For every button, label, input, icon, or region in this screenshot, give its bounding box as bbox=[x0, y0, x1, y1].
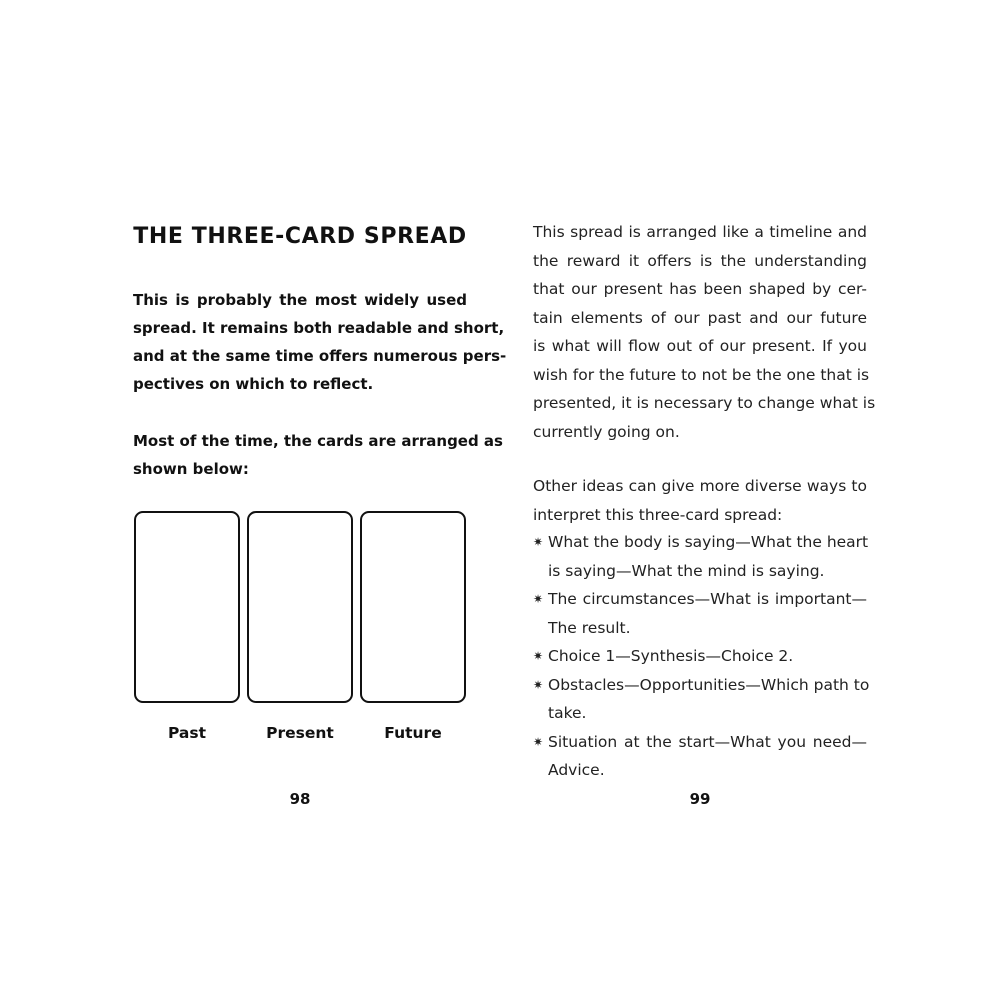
star-bullet-icon: ✷ bbox=[533, 677, 544, 692]
paragraph-line: that our present has been shaped by cer- bbox=[533, 280, 867, 298]
card-layout-diagram bbox=[134, 511, 466, 703]
intro-line: spread. It remains both readable and short, bbox=[133, 319, 505, 337]
card-past bbox=[134, 511, 240, 703]
star-bullet-icon: ✷ bbox=[533, 734, 544, 749]
page-title: THE THREE-CARD SPREAD bbox=[133, 224, 467, 249]
paragraph-line: Other ideas can give more diverse ways to bbox=[533, 477, 867, 495]
paragraph-line: wish for the future to not be the one that is bbox=[533, 365, 870, 384]
star-bullet-icon: ✷ bbox=[533, 535, 544, 549]
paragraph-line: interpret this three-card spread: bbox=[533, 505, 783, 524]
paragraph-line: is what will flow out of our present. If you bbox=[533, 337, 867, 355]
arrangement-paragraph bbox=[133, 427, 503, 483]
paragraph-line: presented, it is necessary to change what is bbox=[533, 394, 876, 412]
intro-line: pectives on which to reflect. bbox=[133, 375, 374, 393]
paragraph-line: currently going on. bbox=[533, 422, 680, 441]
page-number-left: 98 bbox=[289, 790, 311, 808]
star-bullet-icon: ✷ bbox=[533, 649, 544, 663]
list-item bbox=[533, 671, 870, 728]
arrangement-line: shown below: bbox=[133, 460, 249, 478]
right-page bbox=[500, 0, 1000, 1000]
star-bullet-icon: ✷ bbox=[533, 592, 544, 606]
other-ideas-paragraph bbox=[533, 472, 867, 529]
card-label-past: Past bbox=[167, 724, 207, 742]
list-item-line: Situation at the start—What you need— bbox=[548, 732, 867, 751]
list-item-line: Advice. bbox=[548, 761, 605, 779]
list-item bbox=[533, 528, 867, 585]
list-item bbox=[533, 585, 867, 642]
card-present bbox=[247, 511, 353, 703]
list-item bbox=[533, 728, 867, 785]
intro-line: and at the same time offers numerous pers- bbox=[133, 347, 507, 365]
intro-paragraph bbox=[133, 286, 507, 398]
paragraph-line: This spread is arranged like a timeline and bbox=[533, 223, 867, 241]
list-item bbox=[533, 642, 867, 671]
list-item-line: The circumstances—What is important— bbox=[548, 590, 867, 608]
card-future bbox=[360, 511, 466, 703]
list-item-line: Obstacles—Opportunities—Which path to bbox=[548, 675, 870, 694]
card-label-future: Future bbox=[384, 724, 442, 742]
list-item-line: is saying—What the mind is saying. bbox=[548, 561, 825, 580]
arrangement-line: Most of the time, the cards are arranged as bbox=[133, 432, 503, 450]
card-label-present: Present bbox=[266, 724, 334, 742]
list-item-line: Choice 1—Synthesis—Choice 2. bbox=[548, 647, 794, 665]
page-number-right: 99 bbox=[689, 790, 711, 808]
paragraph-line: tain elements of our past and our future bbox=[533, 308, 867, 327]
list-item-line: The result. bbox=[548, 618, 631, 637]
list-item-line: take. bbox=[548, 704, 587, 722]
list-item-line: What the body is saying—What the heart bbox=[548, 533, 869, 551]
interpretation-list bbox=[533, 528, 870, 785]
timeline-paragraph bbox=[533, 218, 876, 446]
intro-line: This is probably the most widely used bbox=[133, 291, 467, 309]
paragraph-line: the reward it offers is the understanding bbox=[533, 251, 867, 270]
